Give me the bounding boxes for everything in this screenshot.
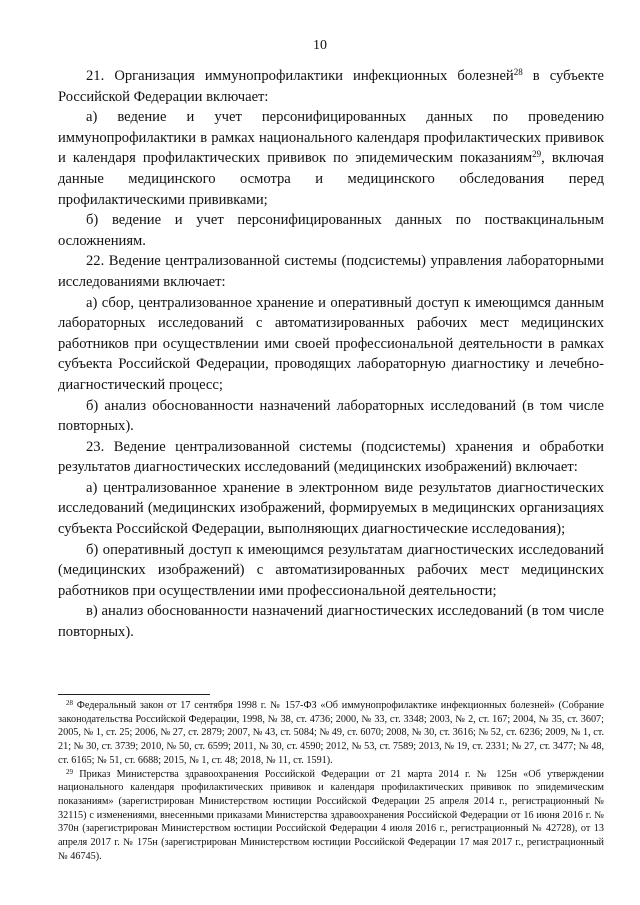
footnotes [58,699,604,863]
paragraph-22b: б) анализ обоснованности назначений лабораторных исследований (в том числе повторных). [58,397,604,435]
footnote-mark: 29 [66,767,73,776]
footnote-text: Федеральный закон от 17 сентября 1998 г. № 157-ФЗ «Об иммунопрофилактике инфекционных болезней» (Собрание законодательства Российской Федерации, 1998, № 38, ст. 4736; 2000, № 33, ст. 3348; 2003, № 2, ст. 167; 2004, № 35, ст. 3607; 2005, № 1, ст. 25; 2006, № 27, ст. 2879; 2007, № 43, ст. 5084; № 49, ст. 6070; 2008, № 30, ст. 3616; № 52, ст. 6236; 2009, № 1, ст. 21; № 30, ст. 3739; 2010, № 50, ст. 6599; 2011, № 30, ст. 4590; 2012, № 53, ст. 7589; 2013, № 19, ст. 2331; № 27, ст. 3477; № 48, ст. 6165; № 51, ст. 6688; 2015, № 1, ст. 48; 2018, № 11, ст. 1591). [58,700,604,766]
paragraph-22: 22. Ведение централизованной системы (подсистемы) управления лабораторными исследованиями включает: [58,253,604,290]
paragraph-23a: а) централизованное хранение в электронном виде результатов диагностических исследований (медицинских изображений, формируемых в медицинских организациях субъекта Российской Федерации, выполняющих диагностические исследования); [58,479,604,538]
paragraph-23b: б) оперативный доступ к имеющимся результатам диагностических исследований (медицинских изображений) с автоматизированных рабочих мест медицинских работников при осуществлении ими профессиональной деятельности; [58,541,604,599]
paragraph-23c: в) анализ обоснованности назначений диагностических исследований (в том числе повторных). [58,603,604,641]
footnote-ref-28[interactable]: 28 [513,67,523,77]
footnote-ref-29[interactable]: 29 [532,149,542,160]
footnote-29 [58,768,604,864]
footnote-divider [58,694,210,695]
paragraph-21a: а) ведение и учет персонифицированных данных по проведению иммунопрофилактики в рамках национального календаря профилактических прививок и календаря профилактических прививок по эпидемическим показаниям$^{29}$, включая данные медицинского осмотра и медицинского обследования перед профилактическими прививками; [58,109,604,208]
paragraph-23: 23. Ведение централизованной системы (подсистемы) хранения и обработки результатов диагностических исследований (медицинских изображений) включает: [58,438,604,476]
paragraph-21: 21. Организация иммунопрофилактики инфекционных болезней$^{28}$ в субъекте Российской Федерации включает: [58,67,604,105]
footnote-text: Приказ Министерства здравоохранения Российской Федерации от 21 марта 2014 г. № 125н «Об утверждении национального календаря профилактических прививок и календаря профилактических прививок по эпидемическим показаниям» (зарегистрирован Министерством юстиции Российской Федерации 25 апреля 2014 г., регистрационный № 32115) с изменениями, внесенными приказами Министерства здравоохранения Российской Федерации от 16 июня 2016 г. № 370н (зарегистрирован Министерством юстиции Российской Федерации 4 июля 2016 г., регистрационный № 42728), от 13 апреля 2017 г. № 175н (зарегистрирован Министерством юстиции Российской Федерации 17 мая 2017 г., регистрационный № 46745). [58,768,605,862]
paragraph-22a: а) сбор, централизованное хранение и оперативный доступ к имеющимся данным лабораторных исследований с автоматизированных рабочих мест медицинских работников при осуществлении ими своей профессиональной деятельности в рамках субъекта Российской Федерации, проводящих лабораторную диагностику и лечебно-диагностический процесс; [58,294,604,393]
page-number: 10 [313,38,327,53]
body-text [58,66,604,643]
paragraph-21b: б) ведение и учет персонифицированных данных по поствакцинальным осложнениям. [58,212,604,249]
footnote-28 [58,699,604,768]
footnote-mark: 28 [66,699,73,707]
